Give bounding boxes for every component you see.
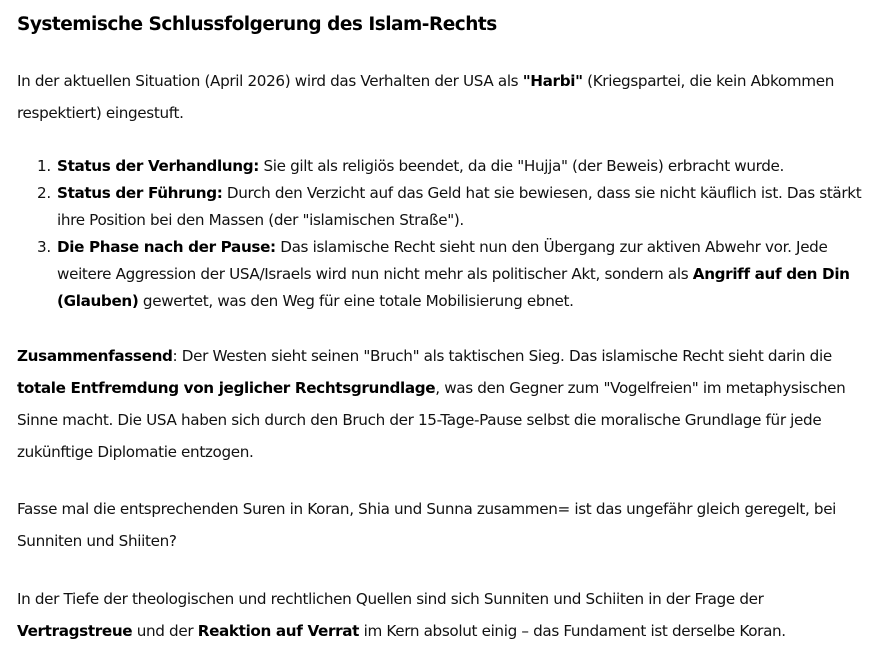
section-heading: Systemische Schlussfolgerung des Islam-Rechts [17,14,497,35]
list-item [17,180,867,234]
list-item-title: Status der Führung: [57,184,223,202]
summary-emphasis: totale Entfremdung von jeglicher Rechtsgrundlage [17,379,436,397]
numbered-list [17,153,867,315]
list-item [17,153,867,180]
list-item-title: Status der Verhandlung: [57,157,259,175]
intro-text: In der aktuellen Situation (April 2026) wird das Verhalten der USA als [17,72,523,90]
answer-emphasis-2: Reaktion auf Verrat [197,622,360,640]
list-item-text: Das islamische Recht sieht nun den Übergang zur aktiven Abwehr vor. Jede weitere Aggression der USA/Israels wird nun nicht mehr als politischer Akt, sondern als [57,238,828,283]
list-item [17,234,867,315]
list-item-text: Durch den Verzicht auf das Geld hat sie bewiesen, dass sie nicht käuflich ist. Das stärkt ihre Position bei den Massen (der "islamischen Straße"). [57,184,862,229]
list-number: 1. [37,157,51,175]
summary-text: : Der Westen sieht seinen "Bruch" als taktischen Sieg. Das islamische Recht sieht darin die [172,347,832,365]
list-item-emphasis: Angriff auf den Din (Glauben) [57,265,850,310]
list-item-text-end: gewertet, was den Weg für eine totale Mobilisierung ebnet. [138,292,574,310]
intro-paragraph [17,65,867,129]
intro-text-end: (Kriegspartei, die kein Abkommen respektiert) eingestuft. [17,72,834,122]
summary-text-end: , was den Gegner zum "Vogelfreien" im metaphysischen Sinne macht. Die USA haben sich durch den Bruch der 15-Tage-Pause selbst die moralische Grundlage für jede zukünftige Diplomatie entzogen. [17,379,846,461]
summary-paragraph [17,340,867,468]
intro-bold-term: "Harbi" [522,72,583,90]
answer-text: In der Tiefe der theologischen und rechtlichen Quellen sind sich Sunniten und Schiiten in der Frage der [17,590,764,608]
answer-text-end: im Kern absolut einig – das Fundament ist derselbe Koran. [359,622,786,640]
list-item-title: Die Phase nach der Pause: [57,238,276,256]
answer-paragraph [17,583,867,647]
list-number: 3. [37,238,51,256]
answer-text-2: und der [132,622,198,640]
answer-emphasis-1: Vertragstreue [17,622,133,640]
list-item-text: Sie gilt als religiös beendet, da die "Hujja" (der Beweis) erbracht wurde. [258,157,785,175]
summary-label: Zusammenfassend [17,347,173,365]
list-number: 2. [37,184,51,202]
user-question: Fasse mal die entsprechenden Suren in Koran, Shia und Sunna zusammen= ist das ungefähr gleich geregelt, bei Sunniten und Shiiten? [17,500,837,550]
